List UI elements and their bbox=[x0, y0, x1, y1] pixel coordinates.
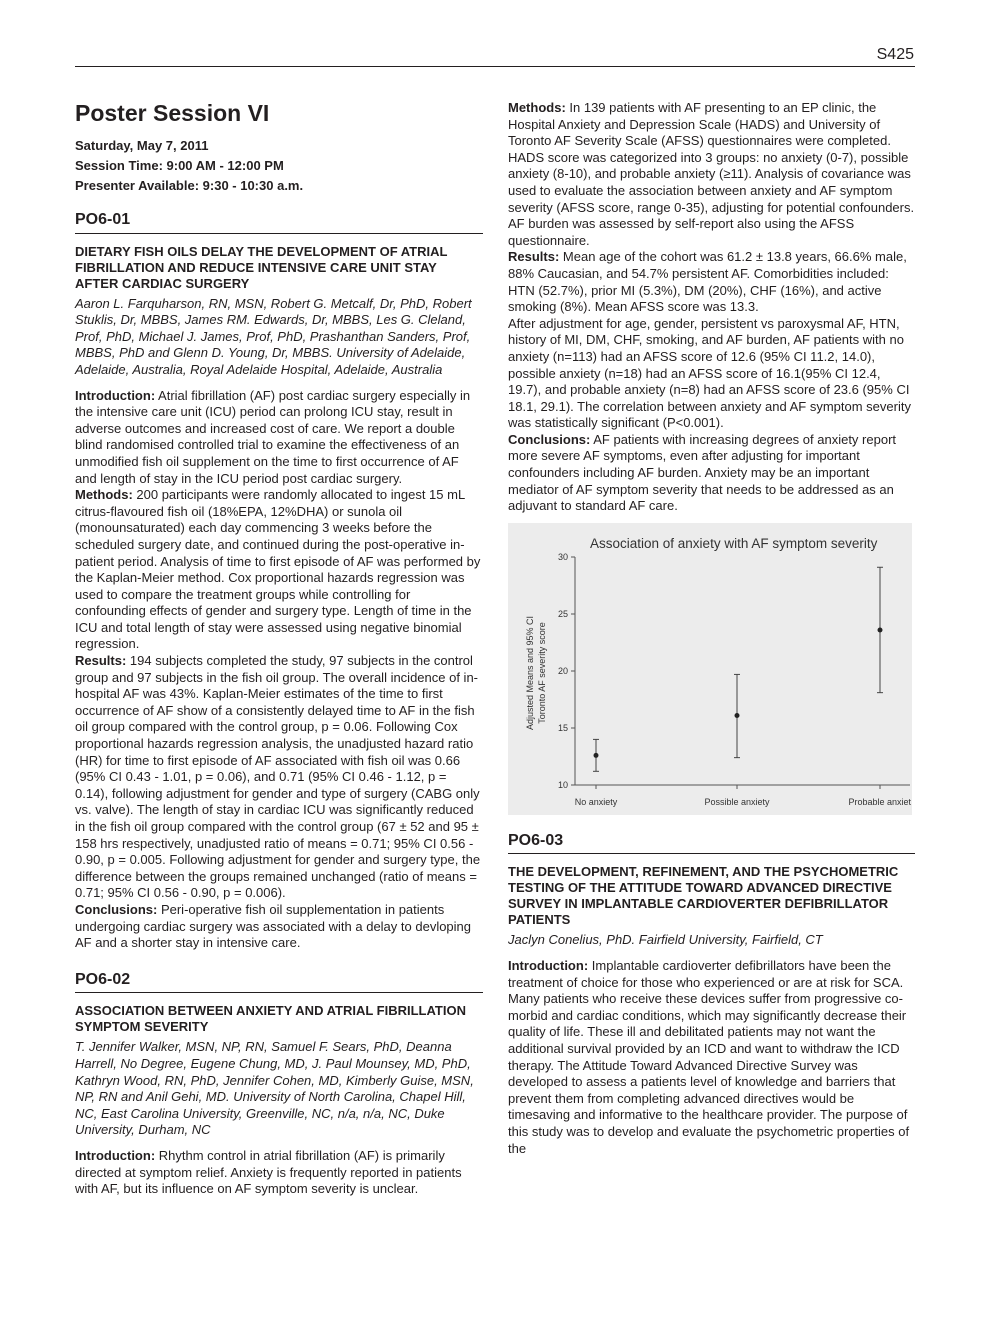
results-paragraph bbox=[75, 653, 483, 902]
chart-ylabel-line1: Adjusted Means and 95% CI bbox=[525, 615, 535, 730]
anxiety-chart bbox=[508, 523, 912, 815]
left-column bbox=[75, 100, 483, 1198]
introduction-paragraph bbox=[75, 1148, 483, 1198]
methods-label: Methods: bbox=[75, 487, 133, 503]
methods-paragraph bbox=[75, 487, 483, 653]
y-tick-label: 30 bbox=[557, 551, 568, 562]
conclusions-text: AF patients with increasing degrees of anxiety report more severe AF symptoms, even after adjusting for important confounders including AF burden. Anxiety may be an important mediator of AF symptom severity that needs to be addressed as an adjuvant to standard AF care. bbox=[508, 431, 897, 514]
conclusions-paragraph bbox=[75, 902, 483, 952]
results-paragraph bbox=[508, 249, 915, 315]
abstract-po6-03 bbox=[508, 833, 915, 1157]
results-label: Results: bbox=[75, 653, 127, 669]
presenter-available: Presenter Available: 9:30 - 10:30 a.m. bbox=[75, 178, 304, 193]
abstract-id: PO6-01 bbox=[75, 212, 483, 234]
results-text: 194 subjects completed the study, 97 subjects in the control group and 97 subjects in the fish oil group. The overall incidence of in-hospital AF was 43%. Kaplan-Meier estimates of the time to first occurrence of AF show of a consistently delayed time to AF in the fish oil group compared with the control group, p = 0.06. Following Cox proportional hazards regression analysis, the unadjusted hazard ratio (HR) for time to first episode of AF associated with fish oil was 0.66 (95% CI 0.43 - 1.01, p = 0.06), and 0.71 (95% CI 0.46 - 1.12, p = 0.14), following adjustment for gender and type of surgery (CABG only vs. valve). The length of stay in cardiac ICU was significantly reduced in the fish oil group compared with the control group (67 ± 52 and 95 ± 158 hrs respectively, unadjusted ratio of means = 0.71; 95% CI 0.56 - 0.90, p = 0.005. Following adjustment for gender and surgery type, the difference between the groups remained unchanged (ratio of means = 0.71; 95% CI 0.56 - 0.90, p = 0.006). bbox=[75, 653, 481, 901]
conclusions-text: Peri-operative fish oil supplementation in patients undergoing cardiac surgery was associated with a delay to devloping AF and a shorter stay in intensive care. bbox=[75, 901, 472, 951]
introduction-label: Introduction: bbox=[508, 958, 589, 974]
session-date: Saturday, May 7, 2011 bbox=[75, 138, 209, 153]
introduction-label: Introduction: bbox=[75, 1147, 156, 1163]
y-tick-label: 20 bbox=[557, 665, 568, 676]
conclusions-paragraph bbox=[508, 432, 915, 515]
methods-text: 200 participants were randomly allocated to ingest 15 mL citrus-flavoured fish oil (18%EPA, 12%DHA) or sunola oil (monounsaturated) each day commencing 3 weeks before the scheduled surgery date, and continued during the post-operative in-patient period. Analysis of time to first episode of AF was performed by the Kaplan-Meier method. Cox proportional hazards regression was used to compare the treatment groups while controlling for confounding effects of gender and surgery type. Length of time in the ICU and total length of stay were assessed using negative binomial regression. bbox=[75, 487, 481, 652]
abstract-title: ASSOCIATION BETWEEN ANXIETY AND ATRIAL FIBRILLATION SYMPTOM SEVERITY bbox=[75, 1003, 466, 1035]
abstract-authors: Aaron L. Farquharson, RN, MSN, Robert G. Metcalf, Dr, PhD, Robert Stuklis, Dr, MBBS, James RM. Edwards, Dr, MBBS, Les G. Cleland, Prof, PhD, Michael J. James, Prof, PhD, Prashanthan Sanders, Prof, MBBS, PhD and Glenn D. Young, Dr, MBBS. University of Adelaide, Adelaide, Australia, Royal Adelaide Hospital, Adelaide, Australia bbox=[75, 295, 472, 377]
introduction-paragraph bbox=[508, 958, 915, 1157]
abstract-po6-02 bbox=[75, 972, 483, 1198]
conclusions-label: Conclusions: bbox=[508, 431, 591, 447]
y-tick-label: 15 bbox=[557, 722, 568, 733]
mean-point bbox=[878, 627, 883, 632]
session-time: Session Time: 9:00 AM - 12:00 PM bbox=[75, 158, 284, 173]
x-tick-label: No anxiety bbox=[574, 796, 618, 807]
x-tick-label: Probable anxiet bbox=[848, 796, 911, 807]
page-number: S425 bbox=[876, 46, 914, 63]
abstract-id: PO6-02 bbox=[75, 972, 483, 994]
x-tick-label: Possible anxiety bbox=[704, 796, 770, 807]
header-rule bbox=[75, 66, 915, 67]
abstract-title: DIETARY FISH OILS DELAY THE DEVELOPMENT OF ATRIAL FIBRILLATION AND REDUCE INTENSIVE CARE UNIT STAY AFTER CARDIAC SURGERY bbox=[75, 243, 448, 291]
session-title: Poster Session VI bbox=[75, 100, 270, 126]
chart-ylabel-line2: Toronto AF severity score bbox=[537, 622, 547, 724]
abstract-id: PO6-03 bbox=[508, 833, 915, 855]
methods-text: In 139 patients with AF presenting to an EP clinic, the Hospital Anxiety and Depression Scale (HADS) and University of Toronto AF Severity Scale (AFSS) questionnaires were completed. HADS score was categorized into 3 groups: no anxiety (0-7), possible anxiety (8-10), and probable anxiety (≥11). Analysis of covariance was used to evaluate the association between anxiety and AF symptom severity (AFSS score, range 0-35), adjusting for potential confounders. AF burden was assessed by self-report also using the AFSS questionnaire. bbox=[508, 100, 915, 248]
mean-point bbox=[594, 753, 599, 758]
methods-paragraph bbox=[508, 100, 915, 249]
results-continued: After adjustment for age, gender, persistent vs paroxysmal AF, HTN, history of MI, DM, CHF, smoking, and AF burden, AF patients with no anxiety (n=113) had an AFSS score of 12.6 (95% CI 11.2, 14.0), possible anxiety (n=18) had an AFSS score of 16.1(95% CI 12.4, 19.7), and probable anxiety (n=8) had an AFSS score of 23.6 (95% CI 18.1, 29.1). The correlation between anxiety and AF symptom severity was statistically significant (P<0.001). bbox=[508, 315, 911, 431]
abstract-po6-01 bbox=[75, 212, 483, 952]
y-tick-label: 10 bbox=[557, 779, 568, 790]
results-text: Mean age of the cohort was 61.2 ± 13.8 years, 66.6% male, 88% Caucasian, and 54.7% persistent AF. Comorbidities included: HTN (52.7%), prior MI (5.3%), DM (20%), CHF (16%), and active smoking (8%). Mean AFSS score was 13.3. bbox=[508, 249, 907, 315]
introduction-label: Introduction: bbox=[75, 387, 156, 403]
introduction-paragraph bbox=[75, 388, 483, 488]
abstract-authors: Jaclyn Conelius, PhD. Fairfield University, Fairfield, CT bbox=[508, 932, 823, 948]
right-column bbox=[508, 100, 915, 1157]
conclusions-label: Conclusions: bbox=[75, 901, 158, 917]
results-label: Results: bbox=[508, 249, 560, 265]
introduction-text: Implantable cardioverter defibrillators have been the treatment of choice for those who experienced or are at risk for SCA. Many patients who receive these devices suffer from progressive co-morbid and cardiac conditions, which may significantly decrease their quality of life. These ill and debilitated patients may not want the additional survival provided by an ICD and want to withdraw the ICD therapy. The Attitude Toward Advanced Directive Survey was developed to assess a patients level of knowledge and barriers that prevent them from completing advanced directives would be timesaving and informative to the healthcare provider. The purpose of this study was to develop and evaluate the psychometric properties of the bbox=[508, 958, 910, 1156]
chart-canvas bbox=[508, 523, 912, 815]
abstract-title: THE DEVELOPMENT, REFINEMENT, AND THE PSYCHOMETRIC TESTING OF THE ATTITUDE TOWARD ADVANCED DIRECTIVE SURVEY IN IMPLANTABLE CARDIOVERTER DEFIBRILLATOR PATIENTS bbox=[508, 864, 899, 928]
y-tick-label: 25 bbox=[557, 608, 568, 619]
mean-point bbox=[735, 713, 740, 718]
abstract-authors: T. Jennifer Walker, MSN, NP, RN, Samuel F. Sears, PhD, Deanna Harrell, No Degree, Eugene Chung, MD, J. Paul Mounsey, MD, PhD, Kathryn Wood, RN, PhD, Jennifer Cohen, MD, Kimberly Guise, MSN, NP, RN and Anil Gehi, MD. University of North Carolina, Chapel Hill, NC, East Carolina University, Greenville, NC, n/a, n/a, NC, Duke University, Durham, NC bbox=[75, 1039, 474, 1138]
introduction-text: Rhythm control in atrial fibrillation (AF) is primarily directed at symptom relief. Anxiety is frequently reported in patients with AF, but its influence on AF symptom severity is unclear. bbox=[75, 1147, 462, 1197]
introduction-text: Atrial fibrillation (AF) post cardiac surgery especially in the intensive care unit (ICU) period can prolong ICU stay, result in adverse outcomes and increased cost of care. We report a double blind randomised controlled trial to examine the effectiveness of an unmodified fish oil supplement on the time to first occurrence of AF and length of stay in the ICU period post cardiac surgery. bbox=[75, 387, 471, 486]
methods-label: Methods: bbox=[508, 100, 566, 115]
chart-title: Association of anxiety with AF symptom severity bbox=[590, 535, 878, 551]
